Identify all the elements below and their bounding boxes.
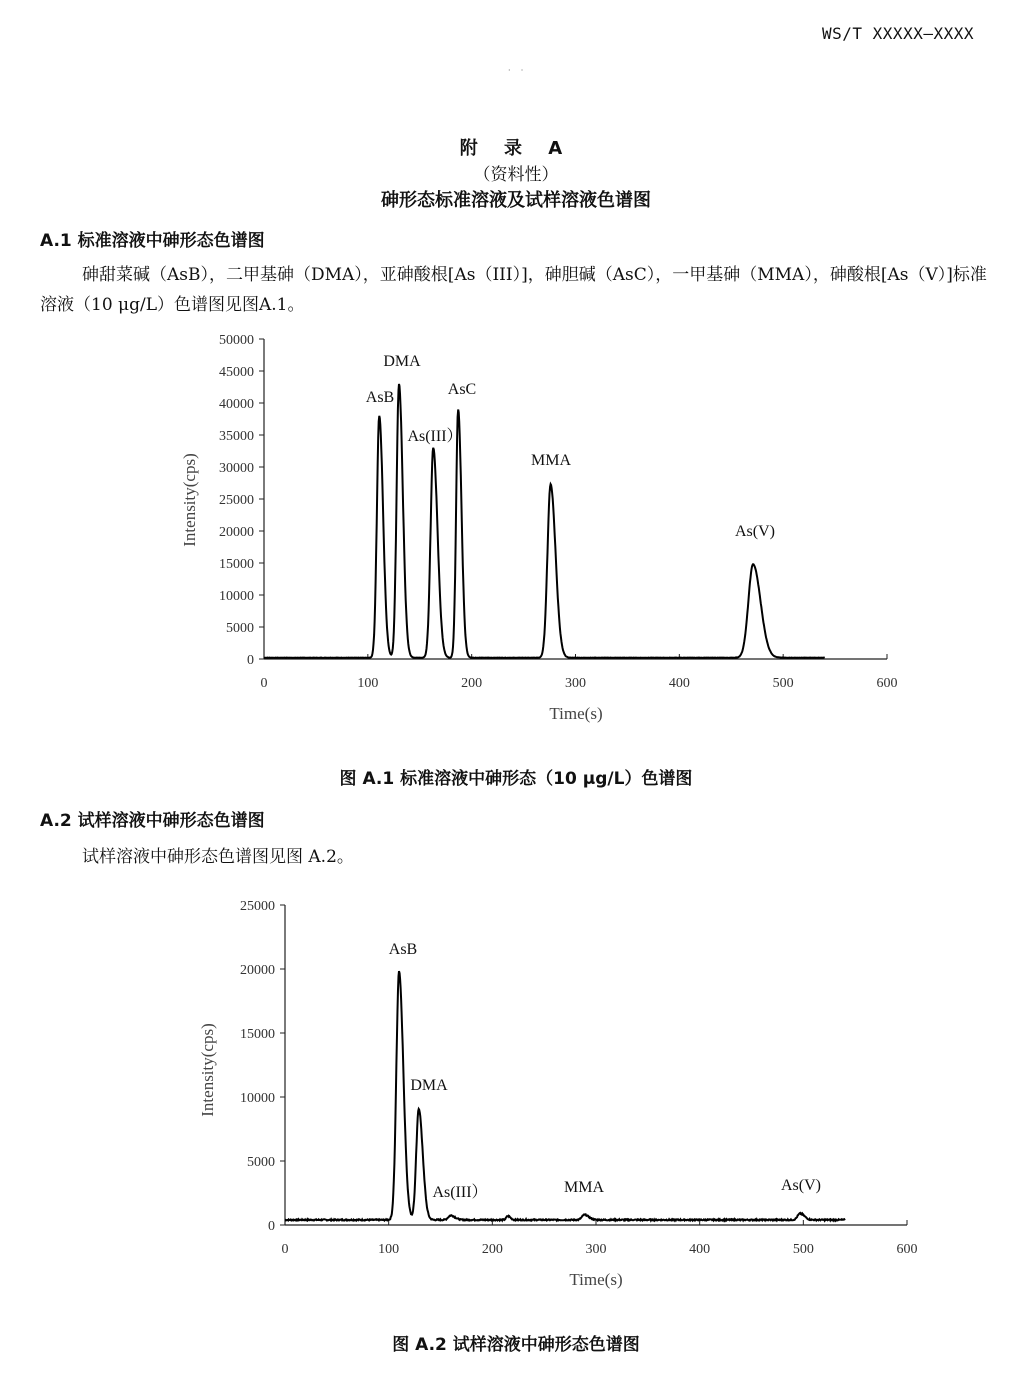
- chart-a1-ylabel: Intensity(cps): [180, 453, 199, 547]
- section-a1-heading: A.1 标准溶液中砷形态色谱图: [40, 231, 265, 251]
- chart-a1-xtick-label: 500: [772, 676, 794, 691]
- chart-a1-ytick-label: 0: [247, 653, 254, 668]
- chart-a1-label-asc: AsC: [447, 381, 477, 398]
- chart-a1-label-as3: As(III）: [407, 428, 463, 445]
- chart-a2-ytick-label: 5000: [247, 1155, 275, 1170]
- figure-a1-caption: 图 A.1 标准溶液中砷形态（10 μg/L）色谱图: [339, 769, 693, 789]
- standard-code: WS/T XXXXX—XXXX: [822, 24, 974, 43]
- chart-a1-xtick-label: 0: [260, 676, 268, 691]
- chart-a2-xtick-label: 200: [481, 1242, 503, 1257]
- chart-a1-ytick-label: 20000: [219, 525, 254, 540]
- chart-a1-series-line: [264, 384, 825, 658]
- chart-a1-xtick-label: 400: [668, 676, 690, 691]
- decorative-dots: · ·: [508, 66, 524, 75]
- appendix-name: 砷形态标准溶液及试样溶液色谱图: [381, 190, 651, 211]
- chart-a2-ytick-label: 20000: [240, 963, 275, 978]
- chart-a1-ytick-label: 40000: [219, 397, 254, 412]
- chart-a1: [150, 325, 910, 735]
- chart-a1-label-as5: As(V): [735, 523, 775, 540]
- chart-a2-ytick-label: 15000: [240, 1027, 275, 1042]
- chart-a2-ytick-label: 25000: [240, 899, 275, 914]
- section-a2-paragraph: [40, 842, 990, 872]
- chart-a2-y-ticks: [240, 899, 285, 1234]
- chart-a1-xtick-label: 600: [876, 676, 898, 691]
- chart-a2-ylabel: Intensity(cps): [198, 1023, 217, 1117]
- chart-a2-label-mma: MMA: [563, 1179, 605, 1196]
- chart-a2-ytick-label: 10000: [240, 1091, 275, 1106]
- chart-a1-ytick-label: 25000: [219, 493, 254, 508]
- chart-a1-label-mma: MMA: [530, 452, 572, 469]
- chart-a2-ytick-label: 0: [268, 1219, 275, 1234]
- section-a2-text: 试样溶液中砷形态色谱图见图 A.2。: [82, 847, 354, 867]
- chart-a2-xtick-label: 300: [585, 1242, 607, 1257]
- chart-a2-xtick-label: 500: [792, 1242, 814, 1257]
- chart-a2-label-as5: As(V): [781, 1177, 821, 1194]
- chart-a2-label-asb: AsB: [388, 941, 418, 958]
- chart-a2-label-dma: DMA: [410, 1077, 448, 1094]
- chart-a1-y-ticks: [219, 333, 264, 668]
- chart-a2-xtick-label: 100: [378, 1242, 400, 1257]
- chart-a1-xtick-label: 300: [565, 676, 586, 691]
- chart-a1-ytick-label: 30000: [219, 461, 254, 476]
- chart-a2-xlabel: Time(s): [569, 1270, 623, 1289]
- appendix-title: 附 录 A: [459, 138, 573, 159]
- chart-a1-ytick-label: 5000: [226, 621, 254, 636]
- chart-a1-xtick-label: 200: [461, 676, 483, 691]
- chart-a2: [170, 890, 930, 1300]
- figure-a2-caption: 图 A.2 试样溶液中砷形态色谱图: [392, 1335, 640, 1355]
- section-a1-text: 砷甜菜碱（AsB），二甲基砷（DMA），亚砷酸根[As（III）]，砷胆碱（AsC），一甲基砷（MMA），砷酸根[As（V）]标准溶液（10 μg/L）色谱图见图A.1。: [40, 265, 987, 315]
- section-a2-heading: A.2 试样溶液中砷形态色谱图: [40, 811, 265, 831]
- chart-a1-xtick-label: 100: [357, 676, 379, 691]
- appendix-nature: （资料性）: [473, 165, 559, 185]
- chart-a1-ytick-label: 35000: [219, 429, 254, 444]
- chart-a2-xtick-label: 600: [896, 1242, 918, 1257]
- chart-a1-ytick-label: 45000: [219, 365, 254, 380]
- chart-a1-ytick-label: 10000: [219, 589, 254, 604]
- chart-a1-ytick-label: 15000: [219, 557, 254, 572]
- chart-a2-xtick-label: 0: [281, 1242, 289, 1257]
- chart-a2-xtick-label: 400: [689, 1242, 711, 1257]
- section-a1-paragraph: [40, 260, 990, 320]
- chart-a1-xlabel: Time(s): [549, 704, 603, 723]
- chart-a1-ytick-label: 50000: [219, 333, 254, 348]
- chart-a2-label-as3: As(III）: [432, 1184, 488, 1201]
- chart-a1-label-asb: AsB: [365, 389, 395, 406]
- chart-a1-label-dma: DMA: [383, 353, 421, 370]
